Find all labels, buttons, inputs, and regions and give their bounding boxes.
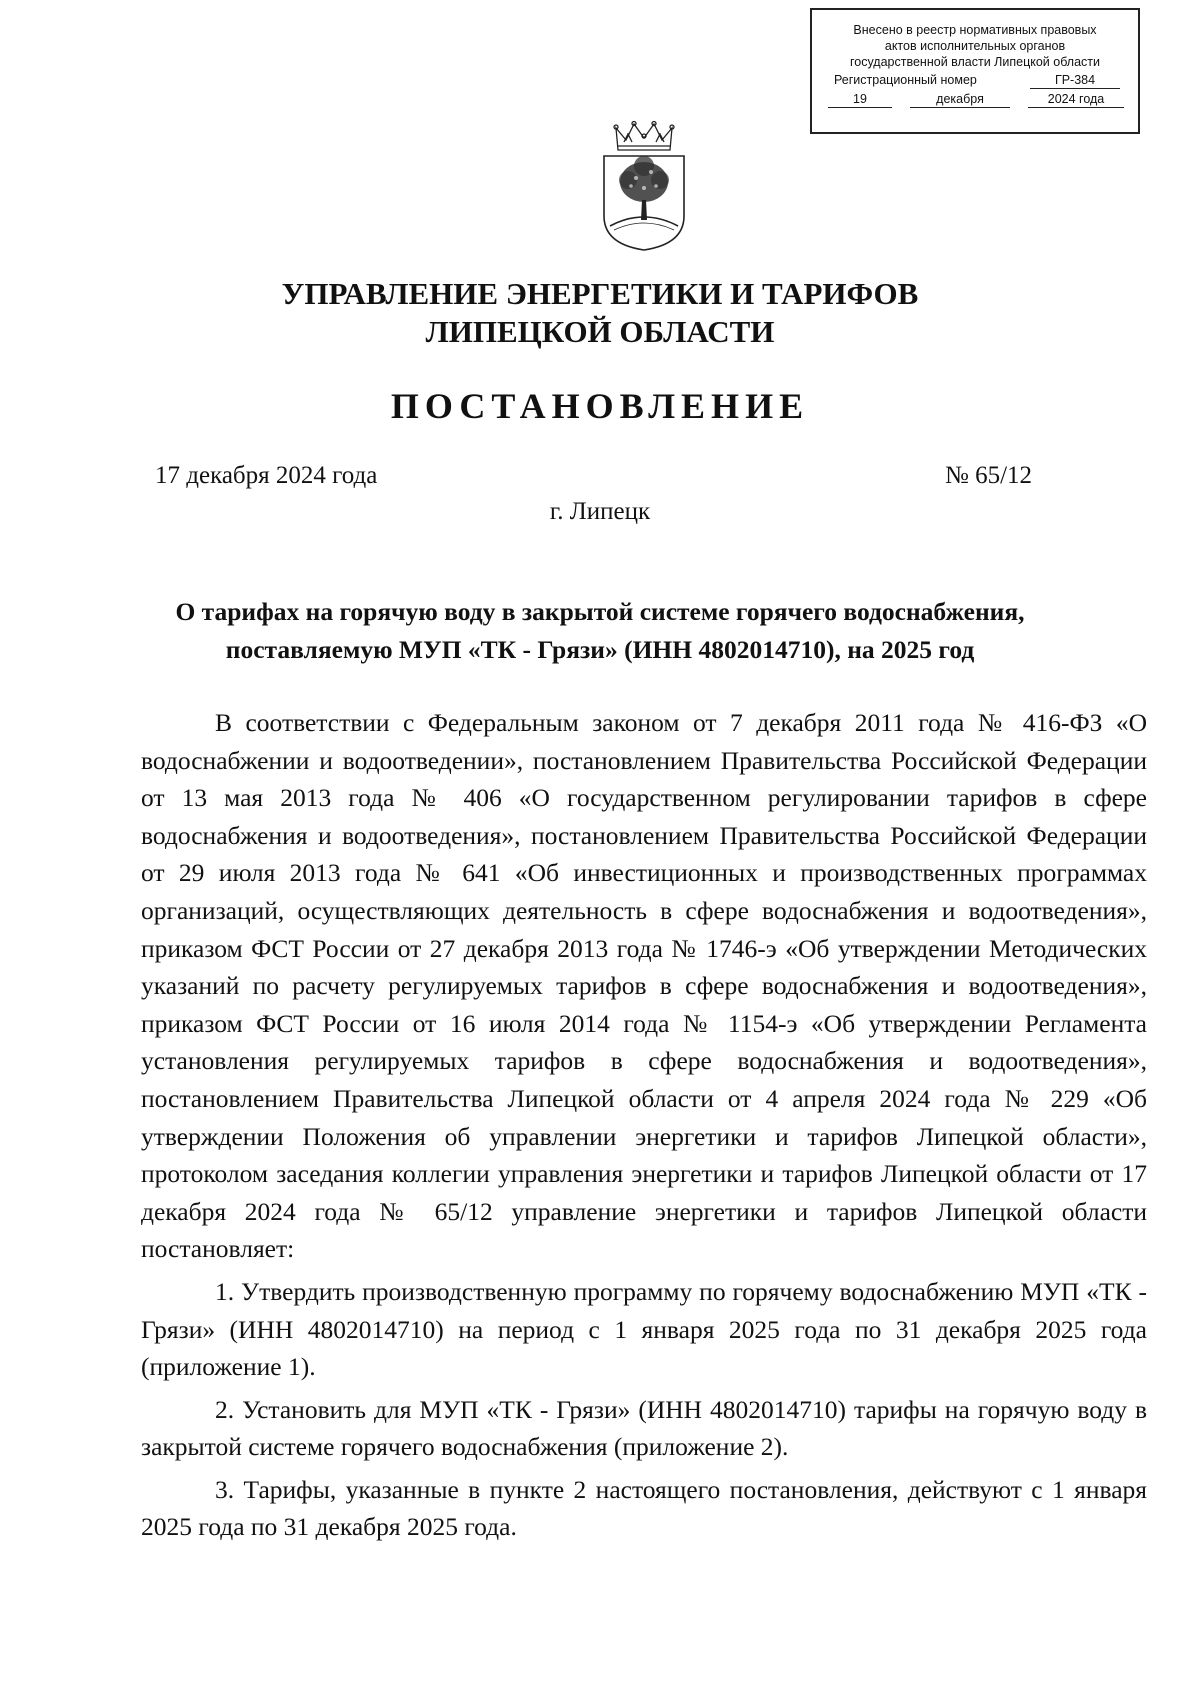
document-date: 17 декабря 2024 года: [155, 462, 378, 489]
title-line-1: О тарифах на горячую воду в закрытой системе горячего водоснабжения,: [175, 597, 1025, 626]
lipetsk-coat-of-arms-icon: [596, 120, 692, 252]
stamp-line-2: актов исполнительных органов: [884, 39, 1066, 53]
stamp-registration-row: [812, 72, 1138, 89]
clause-3: 3. Тарифы, указанные в пункте 2 настоящего постановления, действуют с 1 января 2025 года по 31 декабря 2025 года.: [141, 1474, 1147, 1542]
registry-stamp: [810, 8, 1140, 134]
stamp-year: 2024 года: [1028, 91, 1124, 108]
stamp-date-row: [812, 91, 1138, 108]
stamp-reg-label: Регистрационный номер: [834, 73, 977, 87]
preamble-paragraph: В соответствии с Федеральным законом от 7 декабря 2011 года № 416-ФЗ «О водоснабжении и водоотведении», постановлением Правительства Российской Федерации от 13 мая 2013 года № 406 «О государственном регулировании тарифов в сфере водоснабжения и водоотведения», постановлением Правительства Российской Федерации от 29 июля 2013 года № 641 «Об инвестиционных и производственных программах организаций, осуществляющих деятельность в сфере водоснабжения и водоотведения», приказом ФСТ России от 27 декабря 2013 года № 1746-э «Об утверждении Методических указаний по расчету регулируемых тарифов в сфере водоснабжения и водоотведения», приказом ФСТ России от 16 июля 2014 года № 1154-э «Об утверждении Регламента установления регулируемых тарифов в сфере водоснабжения и водоотведения», постановлением Правительства Липецкой области от 4 апреля 2024 года № 229 «Об утверждении Положения об управлении энергетики и тарифов Липецкой области», протоколом заседания коллегии управления энергетики и тарифов Липецкой области от 17 декабря 2024 года № 65/12 управление энергетики и тарифов Липецкой области постановляет:: [141, 708, 1147, 1264]
document-title: [120, 593, 1080, 669]
org-line-1: УПРАВЛЕНИЕ ЭНЕРГЕТИКИ И ТАРИФОВ: [281, 276, 919, 311]
document-body: [141, 704, 1147, 1546]
stamp-line-1: Внесено в реестр нормативных правовых: [853, 23, 1097, 37]
document-type: ПОСТАНОВЛЕНИЕ: [390, 386, 810, 426]
clause-1: 1. Утвердить производственную программу по горячему водоснабжению МУП «ТК - Грязи» (ИНН 4802014710) на период с 1 января 2025 года по 31 декабря 2025 года (приложение 1).: [141, 1276, 1147, 1382]
stamp-month: декабря: [910, 91, 1010, 108]
stamp-reg-number: ГР-384: [1030, 72, 1120, 89]
document-number: № 65/12: [945, 462, 1033, 489]
stamp-line-3: государственной власти Липецкой области: [849, 55, 1101, 69]
document-city: г. Липецк: [549, 498, 651, 525]
stamp-day: 19: [828, 91, 892, 108]
title-line-2: поставляемую МУП «ТК - Грязи» (ИНН 4802014710), на 2025 год: [225, 635, 975, 664]
org-line-2: ЛИПЕЦКОЙ ОБЛАСТИ: [425, 314, 775, 349]
clause-2: 2. Установить для МУП «ТК - Грязи» (ИНН 4802014710) тарифы на горячую воду в закрытой системе горячего водоснабжения (приложение 2).: [141, 1394, 1147, 1462]
issuing-authority: [0, 275, 1200, 351]
